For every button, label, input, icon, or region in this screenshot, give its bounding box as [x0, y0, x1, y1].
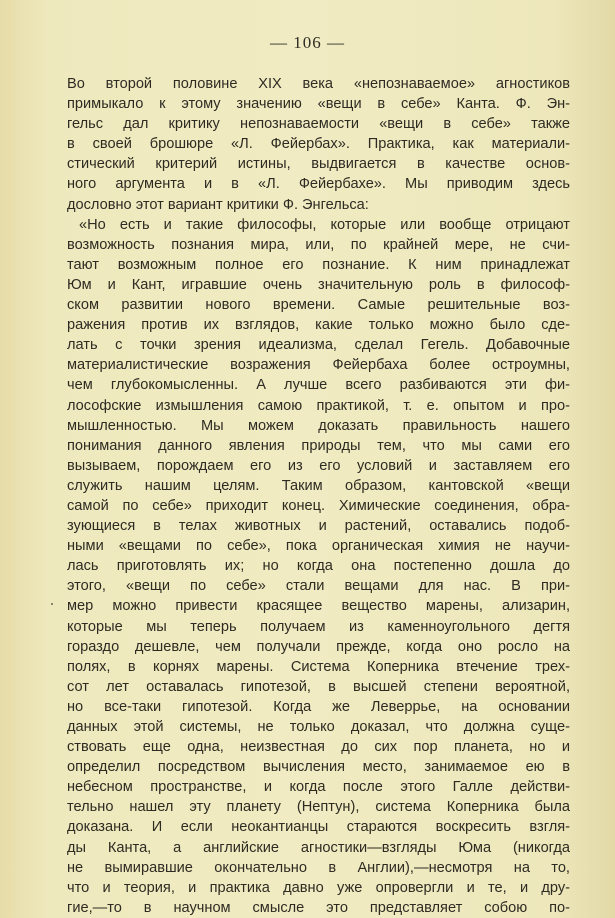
text-line: небесном пространстве, и когда после этого Галле действи- [67, 779, 570, 796]
text-line: доказана. И если неокантианцы стараются воскресить взгля- [67, 819, 570, 836]
text-line: материалистические возражения Фейербаха более остроумны, [67, 357, 570, 374]
scan-speck [51, 603, 53, 605]
text-line: мер можно привести красящее вещество марены, ализарин, [67, 598, 570, 615]
text-line: тают возможным полное его познание. К ним принадлежат [67, 256, 570, 273]
text-line: чем глубокомысленны. А лучше всего разбиваются эти фи- [67, 377, 570, 394]
text-line: которые мы теперь получаем из каменноугольного дегтя [67, 618, 570, 635]
text-line: сот лет оставалась гипотезой, в высшей степени вероятной, [67, 678, 570, 695]
text-line: стический критерий истины, выдвигается в качестве основ- [67, 156, 570, 173]
text-line: возможность познания мира, или, по крайней мере, не счи- [67, 236, 570, 253]
text-line: не вымиравшие окончательно в Англии),—несмотря на то, [67, 859, 570, 876]
text-line: лософские измышления самою практикой, т. е. опытом и про- [67, 397, 570, 414]
body-text [67, 74, 570, 918]
text-line: что и теория, и практика давно уже опровергли и те, и дру- [67, 879, 570, 896]
text-line: данных этой системы, не только доказал, что должна суще- [67, 719, 570, 735]
text-line: лать с точки зрения идеализма, сделал Гегель. Добавочные [67, 337, 570, 354]
text-line: Во второй половине XIX века «непознаваемое» агностиков [67, 76, 570, 92]
text-line: дословно этот вариант критики Ф. Энгельса: [67, 196, 369, 213]
text-line: ного аргумента и в «Л. Фейербахе». Мы приводим здесь [67, 176, 570, 193]
text-line: ском развитии нового времени. Самые решительные воз- [67, 297, 570, 314]
text-line: гельс дал критику непознаваемости «вещи в себе» также [67, 116, 570, 133]
page-number: — 106 — [270, 33, 345, 52]
text-line: в своей брошюре «Л. Фейербах». Практика, как материали- [67, 136, 570, 153]
text-line: гораздо дешевле, чем получали прежде, когда оно росло на [67, 638, 570, 655]
text-line: определил посредством вычисления место, занимаемое ею в [67, 759, 570, 776]
text-line: ными «вещами по себе», пока органическая химия не научи- [67, 538, 570, 555]
text-line: самой по себе» приходит конец. Химические соединения, обра- [67, 497, 570, 514]
text-line: ствовать еще одна, неизвестная до сих пор планета, но и [67, 739, 570, 756]
text-line: зующиеся в телах животных и растений, оставались подоб- [67, 518, 570, 535]
text-line: этого, «вещи по себе» стали вещами для нас. В при- [67, 578, 570, 595]
text-line: служить нашим целям. Таким образом, кантовской «вещи [67, 477, 570, 494]
text-line: тельно нашел эту планету (Нептун), система Коперника была [67, 799, 570, 816]
text-line: полях, в корнях марены. Система Коперника втечение трех- [67, 658, 570, 675]
text-line: примыкало к этому значению «вещи в себе» Канта. Ф. Эн- [67, 96, 570, 113]
text-line: но все-таки гипотезой. Когда же Леверрье, на основании [67, 698, 570, 715]
text-line: лась приготовлять их; но когда она постепенно дошла до [67, 558, 570, 575]
text-line: Юм и Кант, игравшие очень значительную роль в философ- [67, 276, 570, 293]
text-line: мышленностью. Мы можем доказать правильность нашего [67, 417, 570, 434]
text-line: ражения против их взглядов, какие только можно было сде- [67, 317, 570, 334]
quote-start-line: «Но есть и такие философы, которые или вообще отрицают [79, 216, 570, 233]
text-line: вызываем, порождаем его из его условий и заставляем его [67, 457, 570, 474]
text-line: гие,—то в научном смысле это представляет собою по- [67, 899, 570, 916]
text-line: ды Канта, а английские агностики—взгляды Юма (никогда [67, 839, 570, 856]
text-line: понимания данного явления природы тем, что мы сами его [67, 437, 570, 454]
